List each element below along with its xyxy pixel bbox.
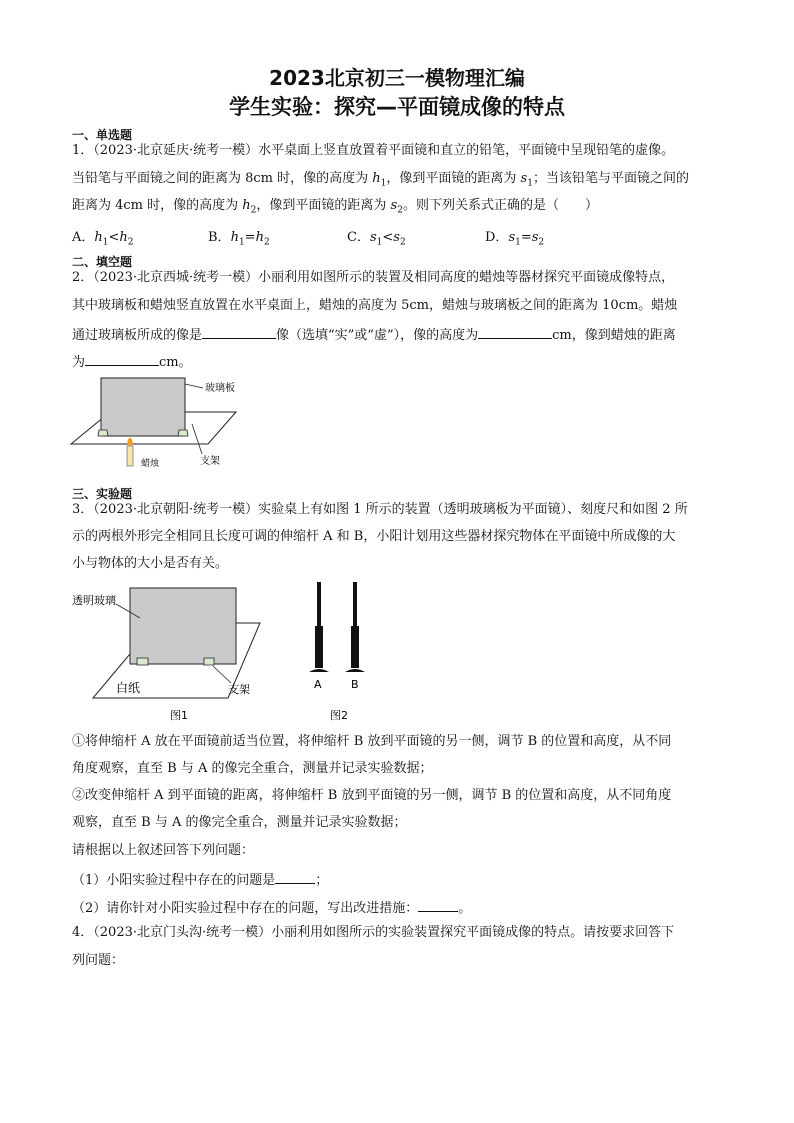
q2-line3: 通过玻璃板所成的像是 像（选填“实”或“虚”），像的高度为 cm，像到蜡烛的距离 <box>72 325 676 344</box>
label-candle: 蜡烛 <box>141 459 160 469</box>
q2-line1: 2．（2023·北京西城·统考一模）小丽利用如图所示的装置及相同高度的蜡烛等器材探究平面镜成像特点， <box>72 270 675 285</box>
section-heading-experiment: 三、实验题 <box>72 487 133 501</box>
q1-option-d: D．$s_1=s_2$ <box>485 230 545 248</box>
fig1-label-paper: 白纸 <box>116 681 141 695</box>
q2-apparatus-figure <box>68 374 248 474</box>
stand-right <box>178 430 188 436</box>
page-subtitle: 学生实验：探究—平面镜成像的特点 <box>229 95 565 119</box>
q1-line1: 1．（2023·北京延庆·统考一模）水平桌面上竖直放置着平面镜和直立的铅笔，平面镜中呈现铅笔的虚像。 <box>72 143 675 158</box>
fig2-label-a: A <box>314 678 322 691</box>
rod-a-lower <box>315 626 323 668</box>
fig2-label-b: B <box>351 678 359 691</box>
q3-sub1: （1）小阳实验过程中存在的问题是 ； <box>72 870 328 889</box>
q1-line3: 距离为 4cm 时，像的高度为 $h_2$，像到平面镜的距离为 $s_2$。则下列关系式正确的是（ ） <box>72 198 598 216</box>
stand-pointer <box>192 424 202 454</box>
glass-pointer <box>185 384 203 388</box>
q1-option-a: A．$h_1<h_2$ <box>72 230 134 248</box>
section-heading-single-choice: 一、单选题 <box>72 128 133 142</box>
q2-line2: 其中玻璃板和蜡烛竖直放置在水平桌面上，蜡烛的高度为 5cm，蜡烛与玻璃板之间的距离为 10cm。蜡烛 <box>72 298 678 313</box>
fig2-caption: 图2 <box>330 709 348 722</box>
q3-line2: 示的两根外形完全相同且长度可调的伸缩杆 A 和 B，小阳计划用这些器材探究物体在平面镜中所成像的大 <box>72 529 676 544</box>
fig1-stand-pointer <box>213 666 231 683</box>
rod-a-upper <box>317 582 321 626</box>
label-stand: 支架 <box>200 456 220 467</box>
transparent-glass <box>130 588 236 664</box>
q4-line1: 4．（2023·北京门头沟·统考一模）小丽利用如图所示的实验装置探究平面镜成像的特点。请按要求回答下 <box>72 925 675 940</box>
rod-b-lower <box>351 626 359 668</box>
q1-option-b: B．$h_1=h_2$ <box>208 230 270 248</box>
q2-blank-image-height[interactable] <box>478 325 552 339</box>
label-glass-plate: 玻璃板 <box>205 383 235 394</box>
q2-blank-distance[interactable] <box>85 352 159 366</box>
q3-blank-problem[interactable] <box>275 870 315 884</box>
q1-option-c: C．$s_1<s_2$ <box>347 230 406 248</box>
fig1-label-glass: 透明玻璃 <box>72 594 116 607</box>
q4-line2: 列问题： <box>72 953 125 968</box>
rod-a-base <box>309 669 329 672</box>
stand-left <box>98 430 108 436</box>
fig1-label-stand: 支架 <box>228 683 250 696</box>
rod-b-base <box>345 669 365 672</box>
fig1-stand-left <box>137 658 148 665</box>
fig1-caption: 图1 <box>170 709 188 722</box>
q3-figure-2 <box>298 578 388 728</box>
section-heading-fill-blank: 二、填空题 <box>72 255 133 269</box>
q3-step1-line2: 角度观察，直至 B 与 A 的像完全重合，测量并记录实验数据； <box>72 761 433 776</box>
q3-step2-line2: 观察，直至 B 与 A 的像完全重合，测量并记录实验数据； <box>72 815 407 830</box>
q3-line3: 小与物体的大小是否有关。 <box>72 556 229 571</box>
page-title: 2023北京初三一模物理汇编 <box>269 66 525 90</box>
candle-flame <box>128 438 133 446</box>
q3-line1: 3．（2023·北京朝阳·统考一模）实验桌上有如图 1 所示的装置（透明玻璃板为平面镜）、刻度尺和如图 2 所 <box>72 502 688 517</box>
fig1-stand-right <box>204 658 214 665</box>
q3-figure-1 <box>68 578 278 728</box>
q3-blank-improvement[interactable] <box>418 898 458 912</box>
rod-b-upper <box>353 582 357 626</box>
q2-blank-image-type[interactable] <box>202 325 276 339</box>
glass-plate <box>101 378 185 436</box>
q1-line2: 当铅笔与平面镜之间的距离为 8cm 时，像的高度为 $h_1$，像到平面镜的距离为 $s_1$；当该铅笔与平面镜之间的 <box>72 171 689 189</box>
q3-step1-line1: ①将伸缩杆 A 放在平面镜前适当位置，将伸缩杆 B 放到平面镜的另一侧，调节 B 的位置和高度，从不同 <box>72 734 672 749</box>
candle-body <box>127 446 133 466</box>
q3-sub2: （2）请你针对小阳实验过程中存在的问题，写出改进措施： 。 <box>72 898 471 917</box>
q3-prompt: 请根据以上叙述回答下列问题： <box>72 843 255 858</box>
q2-line4: 为 cm。 <box>72 352 192 371</box>
q3-step2-line1: ②改变伸缩杆 A 到平面镜的距离，将伸缩杆 B 放到平面镜的另一侧，调节 B 的位置和高度，从不同角度 <box>72 788 672 803</box>
